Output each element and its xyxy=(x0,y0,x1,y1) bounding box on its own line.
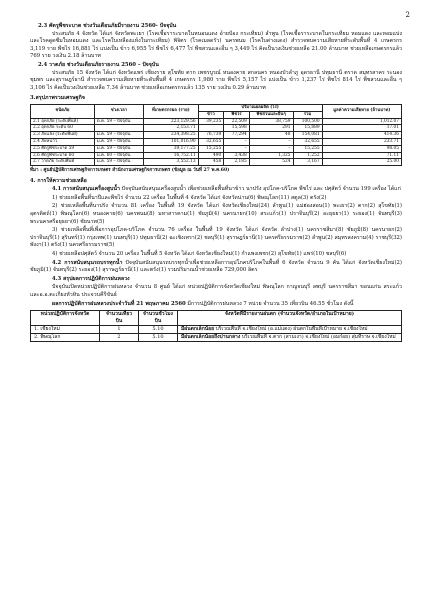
cell-field: – xyxy=(224,145,250,152)
cell-rice: 76,739 xyxy=(198,132,224,139)
section-4-3-body: ปัจจุบันเปิดหน่วยปฏิบัติการฝนหลวง จำนวน 8 ศูนย์ ได้แก่ หน่วยปฏิบัติการจังหวัดเชียงใหม่ พิษณุโลก กาญจนบุรี ลพบุรี นครราชสีมา ขอนแก่น สระแก้ว และอ.อ.ตะเกียงหัวหิน ประจวบคีรีขันธ์ xyxy=(30,284,402,299)
cell-result-bold: มีฝนตกเล็กน้อยถึงปานกลาง xyxy=(181,334,241,341)
table-header-horti: พืชสวนและอื่นๆ xyxy=(249,111,293,118)
section-2-4-body: ประสบภัย 15 จังหวัด ได้แก่ จังหวัดแพร่ เชียงราย สุโขทัย ตาก เพชรบูรณ์ หนองคาย สกลนคร หนองบัวลำภู อุดรธานี ปทุมธานี ตราด สมุทรสาคร ระนอง ชุมพร และสุราษฎร์ธานี สำรวจพบความเสียหายที่ระดับพื้นที่ 4 เกษตรกร 1,980 ราย พืชไร่ 5,157 ไร่ แบ่งเป็น ข้าว 1,237 ไร่ พืชไร่ 814 ไร่ พืชสวนและอื่น ๆ 3,106 ไร่ คิดเป็นวงเงินช่วยเหลือ 7.34 ล้านบาท ช่วยเหลือเกษตรกรแล้ว 135 ราย วงเงิน 0.29 ล้านบาท xyxy=(30,69,402,91)
cell-result-text: บริเวณพื้นที่ จ.ตาก (สามเงา) จ.เชียงใหม่ (อมก๋อย) สุ่มที่ราษ จ.เชียงใหม่ xyxy=(240,334,396,341)
cell-farmers: 16,752.11 xyxy=(144,152,199,159)
cell-farmers: 223,129.56 xyxy=(144,118,199,125)
table-header-flights: จำนวนเที่ยวบิน xyxy=(100,311,139,326)
section-4-2-body: ปัจจุบันสนับสนุนรถบรรทุกน้ำเพื่อช่วยเหลือการอุปโภคบริโภคในพื้นที่ 6 จังหวัด จำนวน 9 คัน ได้แก่ จังหวัดเชียงใหม่(2) ชัยภูมิ(1) จันทบุรี(2) ระยอง(1) สุราษฎร์ธานี(1) และตรัง(1) รวมปริมาณน้ำช่วยเหลือ 729,000 ลิตร xyxy=(30,259,402,274)
table-row xyxy=(31,138,402,145)
table-header-unit: หน่วยปฏิบัติการจังหวัด xyxy=(31,311,100,326)
section-3-heading: 3.สรุปภาพรวมเศรษฐกิจ xyxy=(30,95,85,102)
table-header-field: พืชไร่ xyxy=(224,111,250,118)
cell-value: 414.36 xyxy=(322,132,401,139)
section-4-heading: 4. การให้ความช่วยเหลือ xyxy=(30,177,87,184)
cell-farmers: 101,016.90 xyxy=(144,138,199,145)
section-4-3-heading: 4.3 สรุปผลการปฏิบัติการฝนหลวง xyxy=(52,275,130,282)
cell-farmers: 39,177.25 xyxy=(144,145,199,152)
table-header-total: รวม xyxy=(293,111,322,118)
section-4-3-heading-row xyxy=(30,276,402,284)
cell-field: – xyxy=(224,138,250,145)
section-4-1-heading: 4.1 การสนับสนุนเครื่องสูบน้ำ xyxy=(52,186,120,193)
cell-horti: 48 xyxy=(249,132,293,139)
cell-type: 2.2 อุทกภัย ระดับ 60 xyxy=(31,125,95,132)
cell-period: ม.ค. 59 – ปัจจุบัน xyxy=(94,159,143,166)
cell-hours: 5.10 xyxy=(139,326,178,334)
cell-horti: – xyxy=(249,145,293,152)
disaster-summary-table xyxy=(30,104,402,166)
table-row xyxy=(31,152,402,159)
section-2-4-heading: 2.4 วาตภัย ช่วงวันเตือนภัยรายงาน 2560 – ปัจจุบัน xyxy=(38,61,159,68)
cell-horti: 291 xyxy=(249,125,293,132)
section-4-1-item: 2) ช่วยเหลือพื้นที่นาปรัง จำนวน 81 เครื่อง ในพื้นที่ 19 จังหวัด ได้แก่ จังหวัดเชียงใหม่(24) ลำพูน(1) แม่ฮ่องสอน(1) พะเยา(2) ตาก(2) สุโขทัย(1) อุตรดิตถ์(1) พิษณุโลก(6) หนองคาย(6) นครพนม(8) มหาสารคาม(1) ชัยภูมิ(4) นครนายก(10) สระแก้ว(1) ปราจีนบุรี(2) อะยุธยา(1) ระยอง(1) จันทบุรี(3) พระนครศรีอยุธยา(6) ชัยนาท(5) xyxy=(30,203,402,225)
table-header-farmers: ที่เกษตรกรผล (ราย) xyxy=(144,104,199,118)
cell-hours: 5.10 xyxy=(139,334,178,342)
cell-field: 2,185 xyxy=(224,159,250,166)
section-4-1-item: 3) ช่วยเหลือพื้นที่เพื่อการอุปโภค-บริโภค จำนวน 76 เครื่อง ในพื้นที่ 19 จังหวัด ได้แก่ จังหวัด ลำปาง(1) นครราชสีมา(8) ชัยภูมิ(8) นครนายก(2) ปราจีนบุรี(1) สุรินทร์(1) กรุงเทพ(1) นนทบุรี(1) ปทุมธานี(2) ฉะเชิงเทรา(2) ชลบุรี(1) สุราษฎร์ธานี(1) นครศรีธรรมราช(2) ลำพูน(2) สมุทรสงคราม(4) ราชบุรี(32) พังงา(1) ตรัง(1) นครศรีธรรมราช(5) xyxy=(30,227,402,249)
table-row xyxy=(31,132,402,139)
cell-total: 15,889 xyxy=(293,125,322,132)
cell-horti: 524 xyxy=(249,159,293,166)
section-2-3-body: ประสบภัย 4 จังหวัด ได้แก่ จังหวัดพะเยา (โรคเชื้อราระบาดในหนอนแดง อ้ายป้อง กระเทียม) ลำพูน (โรคเชื้อราระบาดในกระเทียม หอมแดง และหอมแบ่ง และโรคดูดซึมในหอมแดง และโรคใบเหลืองแห้งในกระเทียม) พิจิตร (โรคเมลดรัว) นครพนม (โรคใบด่างแดง) สำรวจพบความเสียหายที่ระดับพื้นที่ 4 เกษตรกร 3,119 ราย พืชไร่ 16,881 ไร่ แบ่งเป็น ข้าว 6,955 ไร่ พืชไร่ 6,477 ไร่ พืชสวนและอื่น ๆ 3,449 ไร่ คิดเป็นวงเงินช่วยเหลือ 21.00 ล้านบาท ช่วยเหลือเกษตรกรแล้ว 769 ราย วงเงิน 2.18 ล้านบาท xyxy=(30,30,402,60)
cell-period: ม.ค. 59 – ปัจจุบัน xyxy=(94,145,143,152)
cell-total: 15,255 xyxy=(293,145,322,152)
section-4-3-result-text: มีการปฏิบัติการฝนหลวง 7 หน่วย จำนวน 35 เที่ยวบิน 46.55 ชั่วโมง ดังนี้ xyxy=(185,300,354,307)
document-body xyxy=(30,22,402,342)
cell-total: 1,252 xyxy=(293,152,322,159)
cell-result xyxy=(178,334,402,342)
section-4-1-item: 4) ช่วยเหลือปศุสัตว์ จำนวน 20 เครื่อง ในพื้นที่ 5 จังหวัด ได้แก่ จังหวัดเชียงใหม่(1) กำแพงเพชร(2) สุโขทัย(1) แพร่(10) ชลบุรี(6) xyxy=(52,251,347,258)
cell-type: 2.6 ศัตรูพืชระบาด 60 xyxy=(31,152,95,159)
section-2-3-heading: 2.3 ศัตรูพืชระบาด ช่วงวันเตือนภัยมีรายงาน 2560- ปัจจุบัน xyxy=(38,23,177,29)
table-header-result: จังหวัดที่มีรายงานฝนตก (จำนวนจังหวัด/อำเภอในเป้าหมาย) xyxy=(178,311,402,326)
cell-total: 100,500 xyxy=(293,118,322,125)
cell-field: 3,438 xyxy=(224,152,250,159)
cell-horti: 1,325 xyxy=(249,152,293,159)
cell-value: 25.00 xyxy=(322,159,401,166)
cell-total: 3,167 xyxy=(293,159,322,166)
cell-rice: 39,235 xyxy=(198,118,224,125)
cell-horti: 38,759 xyxy=(249,118,293,125)
section-4-2 xyxy=(30,260,402,275)
cell-horti: – xyxy=(249,138,293,145)
cell-value: 17.01 xyxy=(322,125,401,132)
table-row xyxy=(31,159,402,166)
cell-rice: 490 xyxy=(198,152,224,159)
cell-type: 2.3 ภัยแล้ง (ระดับพื้นที่) xyxy=(31,132,95,139)
cell-farmers: 234,398.25 xyxy=(144,132,199,139)
cell-type: 2.5 ศัตรูพืชระบาด 59 xyxy=(31,145,95,152)
table-header-value: มูลค่าความเสียหาย (ล้านบาท) xyxy=(322,104,401,118)
cell-value: 233.71 xyxy=(322,138,401,145)
cell-type: 2.1 อุทกภัย (ระดับพื้นที่) xyxy=(31,118,95,125)
section-4-1-intro-text: ปัจจุบันสนับสนุนเครื่องสูบน้ำ เพื่อช่วยเหลือพื้นที่นาข้าว นาปรัง อุปโภค-บริโภค พืชไร่ และ ปศุสัตว์ จำนวน 199 เครื่อง ได้แก่ xyxy=(121,186,401,193)
cell-period: ม.ค. 59 – ปัจจุบัน xyxy=(94,138,143,145)
cell-field: 22,509 xyxy=(224,118,250,125)
table-header-type: ชนิดภัย xyxy=(31,104,95,118)
cell-farmers: 3,552.13 xyxy=(144,159,199,166)
section-4-1-item: 1) ช่วยเหลือพื้นที่นาปีและพืชไร่ จำนวน 22 เครื่อง ในพื้นที่ 4 จังหวัด ได้แก่ จังหวัดน่าน(6) พิษณุโลก(11) สตูล(3) ตรัง(2) xyxy=(52,194,327,201)
cell-unit: 1. เชียงใหม่ xyxy=(31,326,100,334)
royal-rainmaking-table xyxy=(30,310,402,342)
cell-field: 77,294 xyxy=(224,132,250,139)
cell-result-bold: มีฝนตกเล็กน้อย xyxy=(181,326,215,333)
section-4-2-heading: 4.2 การสนับสนุนรถบรรทุกน้ำ xyxy=(52,259,123,266)
cell-rice: 15,255 xyxy=(198,145,224,152)
cell-result xyxy=(178,326,402,334)
section-4-3-result xyxy=(30,301,402,309)
table-source-note: ที่มา : ศูนย์ปฏิบัติการเศรษฐกิจการเกษตร สำนักงานเศรษฐกิจการเกษตร (ข้อมูล ณ วันที่ 27 พ.ค.60) xyxy=(30,168,230,174)
cell-total: 154,081 xyxy=(293,132,322,139)
table-header-period: ช่วงเวลา xyxy=(94,104,143,118)
table-row xyxy=(31,145,402,152)
table-row xyxy=(31,334,402,342)
cell-unit: 2. พิษณุโลก xyxy=(31,334,100,342)
cell-rice xyxy=(198,125,224,132)
cell-total: 32,655 xyxy=(293,138,322,145)
section-4-3-result-heading: ผลการปฏิบัติการฝนหลวงประจำวันที่ 21 พฤษภาคม 2560 xyxy=(52,300,186,307)
table-header-hours: จำนวนชั่วโมงบิน xyxy=(139,311,178,326)
table-row xyxy=(31,118,402,125)
cell-type: 2.4 ภัยหนาว xyxy=(31,138,95,145)
cell-farmers: 2,153.71 xyxy=(144,125,199,132)
cell-period xyxy=(94,125,143,132)
cell-flights: 1 xyxy=(100,326,139,334)
section-4-1-intro xyxy=(30,186,402,194)
cell-type: 2.7 วาตภัย ระดับพื้นที่ xyxy=(31,159,95,166)
cell-period: ม.ค. 60 – ปัจจุบัน xyxy=(94,152,143,159)
table-header-rice: ข้าว xyxy=(198,111,224,118)
cell-value: 1,012.07 xyxy=(322,118,401,125)
page-number: 2 xyxy=(405,11,410,19)
cell-period: ต.ค. 59 – ปัจจุบัน xyxy=(94,118,143,125)
cell-value: 98.05 xyxy=(322,145,401,152)
cell-value: 71.11 xyxy=(322,152,401,159)
table-row xyxy=(31,125,402,132)
cell-period: ม.ค. 59 – ปัจจุบัน xyxy=(94,132,143,139)
cell-result-text: บริเวณพื้นที่ จ.เชียงใหม่ (อ.แม่แตง) ฝนตกในพื้นที่เป้าหมาย จ.เชียงใหม่ xyxy=(214,326,368,333)
cell-flights: 2 xyxy=(100,334,139,342)
cell-field: 15,598 xyxy=(224,125,250,132)
cell-rice: 458 xyxy=(198,159,224,166)
cell-rice: 32,655 xyxy=(198,138,224,145)
table-row xyxy=(31,326,402,334)
table-header-damage: ปริมาณผลผลิต (ไร่) xyxy=(198,104,322,111)
